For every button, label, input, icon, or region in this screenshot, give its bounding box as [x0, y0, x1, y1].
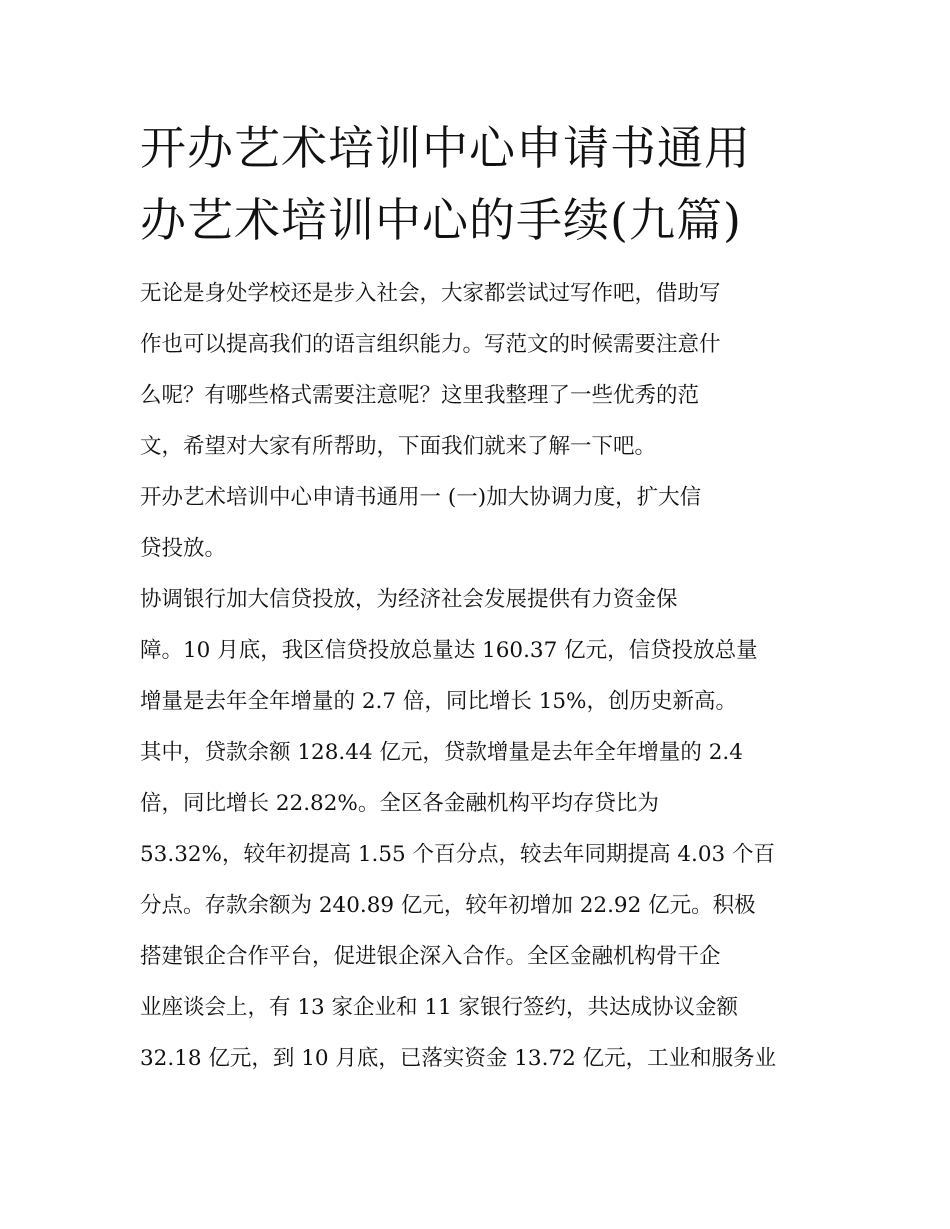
text-line: 贷投放。 [140, 536, 227, 561]
text-line: 业座谈会上，有 13 家企业和 11 家银行签约，共达成协议金额 [140, 995, 739, 1020]
text-line: 搭建银企合作平台，促进银企深入合作。全区金融机构骨干企 [140, 944, 721, 969]
document-page [140, 112, 820, 1084]
text-line: 其中，贷款余额 128.44 亿元，贷款增量是去年全年增量的 2.4 [140, 740, 743, 765]
text-line: 开办艺术培训中心申请书通用一 (一)加大协调力度，扩大信 [140, 485, 702, 510]
text-line: 倍，同比增长 22.82%。全区各金融机构平均存贷比为 [140, 791, 659, 816]
text-line: 么呢？有哪些格式需要注意呢？这里我整理了一些优秀的范 [140, 383, 700, 408]
text-line: 协调银行加大信贷投放，为经济社会发展提供有力资金保 [140, 587, 678, 612]
text-line: 增量是去年全年增量的 2.7 倍，同比增长 15%，创历史新高。 [140, 689, 737, 714]
title-line: 开办艺术培训中心申请书通用 [140, 121, 751, 175]
document-body [140, 268, 820, 1084]
text-line: 障。10 月底，我区信贷投放总量达 160.37 亿元，信贷投放总量 [140, 638, 758, 663]
text-line: 分点。存款余额为 240.89 亿元，较年初增加 22.92 亿元。积极 [140, 893, 756, 918]
title-line: 办艺术培训中心的手续(九篇) [140, 193, 742, 247]
text-line: 无论是身处学校还是步入社会，大家都尝试过写作吧，借助写 [140, 281, 721, 306]
document-title [140, 112, 820, 256]
text-line: 32.18 亿元，到 10 月底，已落实资金 13.72 亿元，工业和服务业 [140, 1046, 777, 1071]
text-line: 作也可以提高我们的语言组织能力。写范文的时候需要注意什 [140, 332, 721, 357]
text-line: 53.32%，较年初提高 1.55 个百分点，较去年同期提高 4.03 个百 [140, 842, 776, 867]
text-line: 文，希望对大家有所帮助，下面我们就来了解一下吧。 [140, 434, 657, 459]
